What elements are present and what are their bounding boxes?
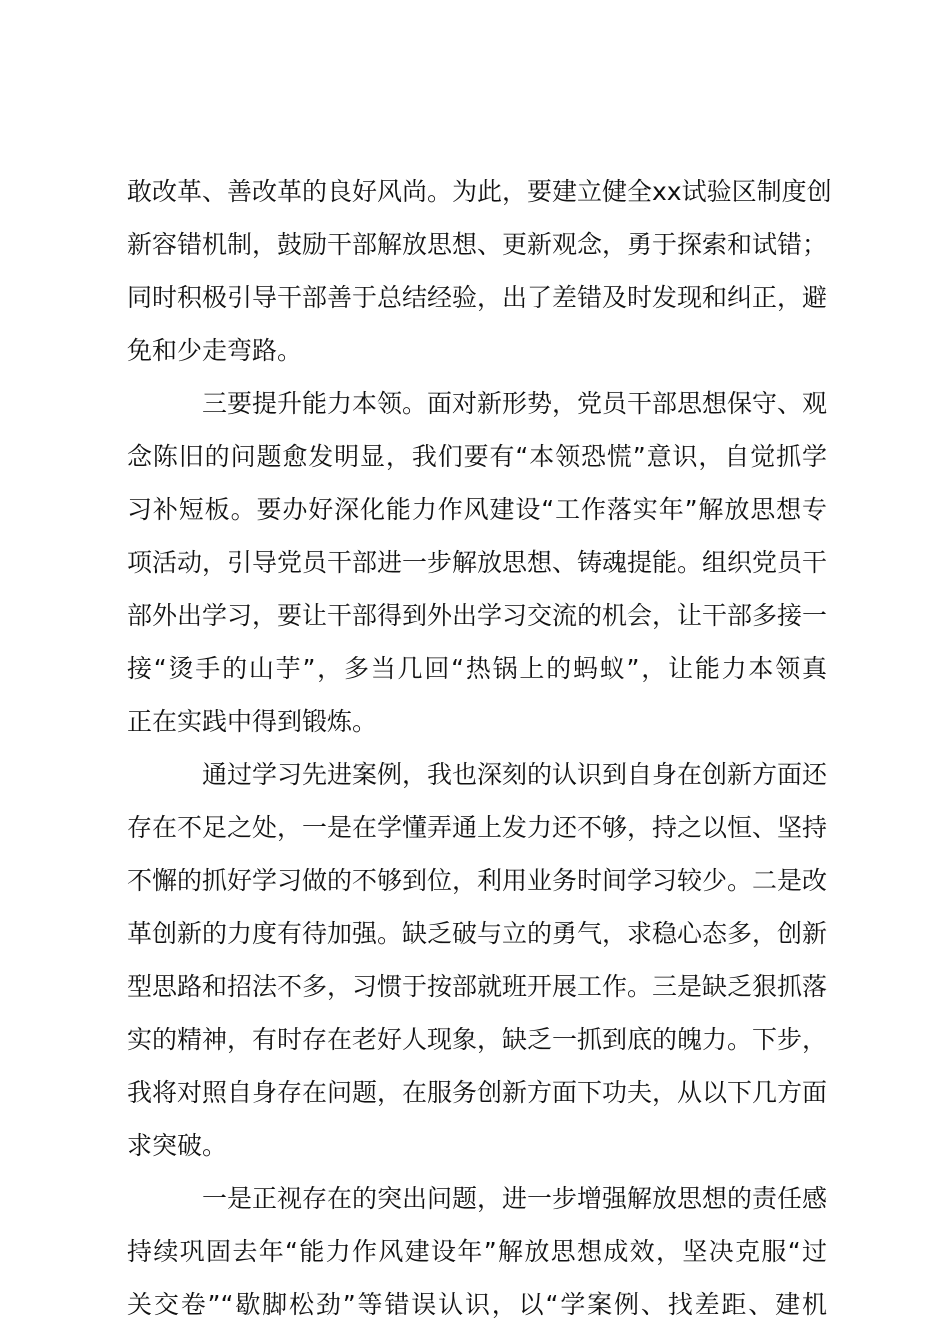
text-line: 持续巩固去年“能力作风建设年”解放思想成效，坚决克服“过 xyxy=(127,1237,827,1266)
text-line: 新容错机制，鼓励干部解放思想、更新观念，勇于探索和试错； xyxy=(127,230,828,259)
text-line: 免和少走弯路。 xyxy=(127,336,303,365)
text-line: 我将对照自身存在问题，在服务创新方面下功夫，从以下几方面 xyxy=(127,1078,828,1107)
text-line: 一是正视存在的突出问题，进一步增强解放思想的责任感 xyxy=(202,1184,828,1213)
text-line: 部外出学习，要让干部得到外出学习交流的机会，让干部多接一 xyxy=(127,601,828,630)
text-line: 项活动，引导党员干部进一步解放思想、铸魂提能。组织党员干 xyxy=(127,548,828,577)
text-line: 习补短板。要办好深化能力作风建设“工作落实年”解放思想专 xyxy=(127,495,827,524)
text-line: 敢改革、善改革的良好风尚。为此，要建立健全xx试验区制度创 xyxy=(127,177,832,206)
text-line: 存在不足之处，一是在学懂弄通上发力还不够，持之以恒、坚持 xyxy=(127,813,828,842)
text-line: 同时积极引导干部善于总结经验，出了差错及时发现和纠正，避 xyxy=(127,283,828,312)
text-line: 实的精神，有时存在老好人现象，缺乏一抓到底的魄力。下步， xyxy=(127,1025,828,1054)
text-line: 念陈旧的问题愈发明显，我们要有“本领恐慌”意识，自觉抓学 xyxy=(127,442,827,471)
text-line: 接“烫手的山芋”，多当几回“热锅上的蚂蚁”，让能力本领真 xyxy=(127,654,827,683)
paragraph xyxy=(127,748,827,1172)
paragraph xyxy=(127,377,827,748)
text-line: 革创新的力度有待加强。缺乏破与立的勇气，求稳心态多，创新 xyxy=(127,919,828,948)
text-line: 求突破。 xyxy=(127,1131,228,1160)
text-line: 型思路和招法不多，习惯于按部就班开展工作。三是缺乏狠抓落 xyxy=(127,972,828,1001)
text-line: 三要提升能力本领。面对新形势，党员干部思想保守、观 xyxy=(202,389,828,418)
text-line: 关交卷”“歇脚松劲”等错误认识，以“学案例、找差距、建机 xyxy=(127,1290,827,1319)
text-line: 通过学习先进案例，我也深刻的认识到自身在创新方面还 xyxy=(202,760,828,789)
paragraph xyxy=(127,1172,827,1331)
text-line: 不懈的抓好学习做的不够到位，利用业务时间学习较少。二是改 xyxy=(127,866,828,895)
paragraph xyxy=(127,165,832,377)
text-line: 正在实践中得到锻炼。 xyxy=(127,707,378,736)
document-body xyxy=(127,165,832,1331)
